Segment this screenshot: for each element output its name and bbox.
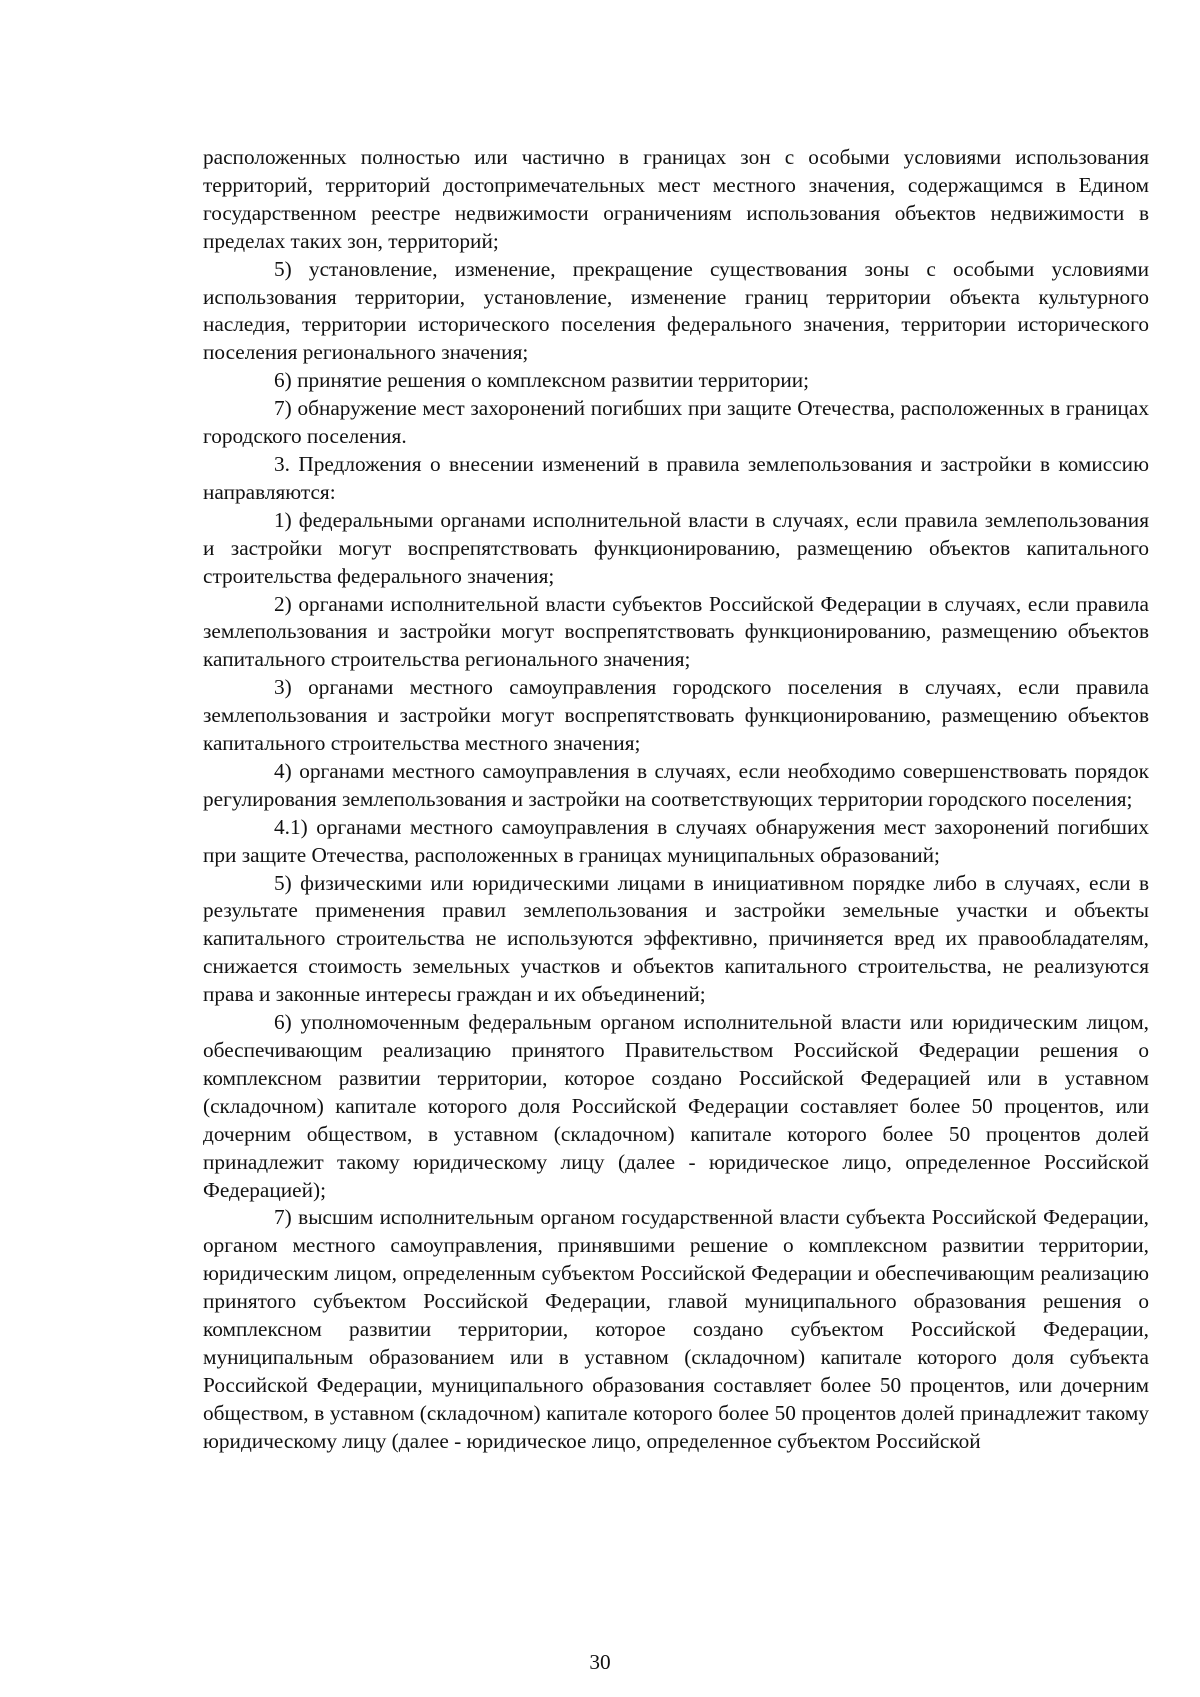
paragraph-section-3-proposals: 3. Предложения о внесении изменений в правила землепользования и застройки в комиссию направляются: <box>203 451 1149 504</box>
paragraph-item-7-burial-sites: 7) обнаружение мест захоронений погибших при защите Отечества, расположенных в границах городского поселения. <box>203 396 1149 449</box>
document-body <box>203 144 1149 1456</box>
paragraph-proposal-2-regional: 2) органами исполнительной власти субъектов Российской Федерации в случаях, если правила землепользования и застройки могут воспрепятствовать функционированию, размещению объектов капитального строительства регионального значения; <box>203 591 1149 672</box>
paragraph-item-6-complex-development: 6) принятие решения о комплексном развитии территории; <box>274 368 810 393</box>
paragraph-continuation: расположенных полностью или частично в границах зон с особыми условиями использования территорий, территорий достопримечательных мест местного значения, содержащимся в Едином государственном реестре недвижимости ограничениям использования объектов недвижимости в пределах таких зон, территорий; <box>203 145 1149 253</box>
paragraph-proposal-6-authorized-federal: 6) уполномоченным федеральным органом исполнительной власти или юридическим лицом, обеспечивающим реализацию принятого Правительством Российской Федерации решения о комплексном развитии территории, которое создано Российской Федерацией или в уставном (складочном) капитале которого доля Российской Федерации составляет более 50 процентов, или дочерним обществом, в уставном (складочном) капитале которого более 50 процентов долей принадлежит такому юридическому лицу (далее - юридическое лицо, определенное Российской Федерацией); <box>203 1010 1149 1202</box>
paragraph-proposal-3-local: 3) органами местного самоуправления городского поселения в случаях, если правила землепользования и застройки могут воспрепятствовать функционированию, размещению объектов капитального строительства местного значения; <box>203 675 1149 756</box>
paragraph-item-5-zone-changes: 5) установление, изменение, прекращение существования зоны с особыми условиями использования территории, установление, изменение границ территории объекта культурного наследия, территории исторического поселения федерального значения, территории исторического поселения регионального значения; <box>203 256 1149 365</box>
paragraph-proposal-7-regional-executive: 7) высшим исполнительным органом государственной власти субъекта Российской Федерации, органом местного самоуправления, принявшими решение о комплексном развитии территории, юридическим лицом, определенным субъектом Российской Федерации и обеспечивающим реализацию принятого субъектом Российской Федерации, главой муниципального образования решения о комплексном развитии территории, которое создано субъектом Российской Федерации, муниципальным образованием или в уставном (складочном) капитале которого доля субъекта Российской Федерации, муниципального образования составляет более 50 процентов, или дочерним обществом, в уставном (складочном) капитале которого более 50 процентов долей принадлежит такому юридическому лицу (далее - юридическое лицо, определенное субъектом Российской <box>203 1205 1149 1453</box>
paragraph-proposal-4-1-burial-sites: 4.1) органами местного самоуправления в случаях обнаружения мест захоронений погибших при защите Отечества, расположенных в границах муниципальных образований; <box>203 814 1149 867</box>
paragraph-proposal-4-local-improvement: 4) органами местного самоуправления в случаях, если необходимо совершенствовать порядок регулирования землепользования и застройки на соответствующих территории городского поселения; <box>203 758 1149 811</box>
paragraph-proposal-5-individuals: 5) физическими или юридическими лицами в инициативном порядке либо в случаях, если в результате применения правил землепользования и застройки земельные участки и объекты капитального строительства не используются эффективно, причиняется вред их правообладателям, снижается стоимость земельных участков и объектов капитального строительства, не реализуются права и законные интересы граждан и их объединений; <box>203 870 1149 1007</box>
page-number: 30 <box>589 1650 611 1674</box>
paragraph-proposal-1-federal: 1) федеральными органами исполнительной власти в случаях, если правила землепользования и застройки могут воспрепятствовать функционированию, размещению объектов капитального строительства федерального значения; <box>203 507 1149 588</box>
